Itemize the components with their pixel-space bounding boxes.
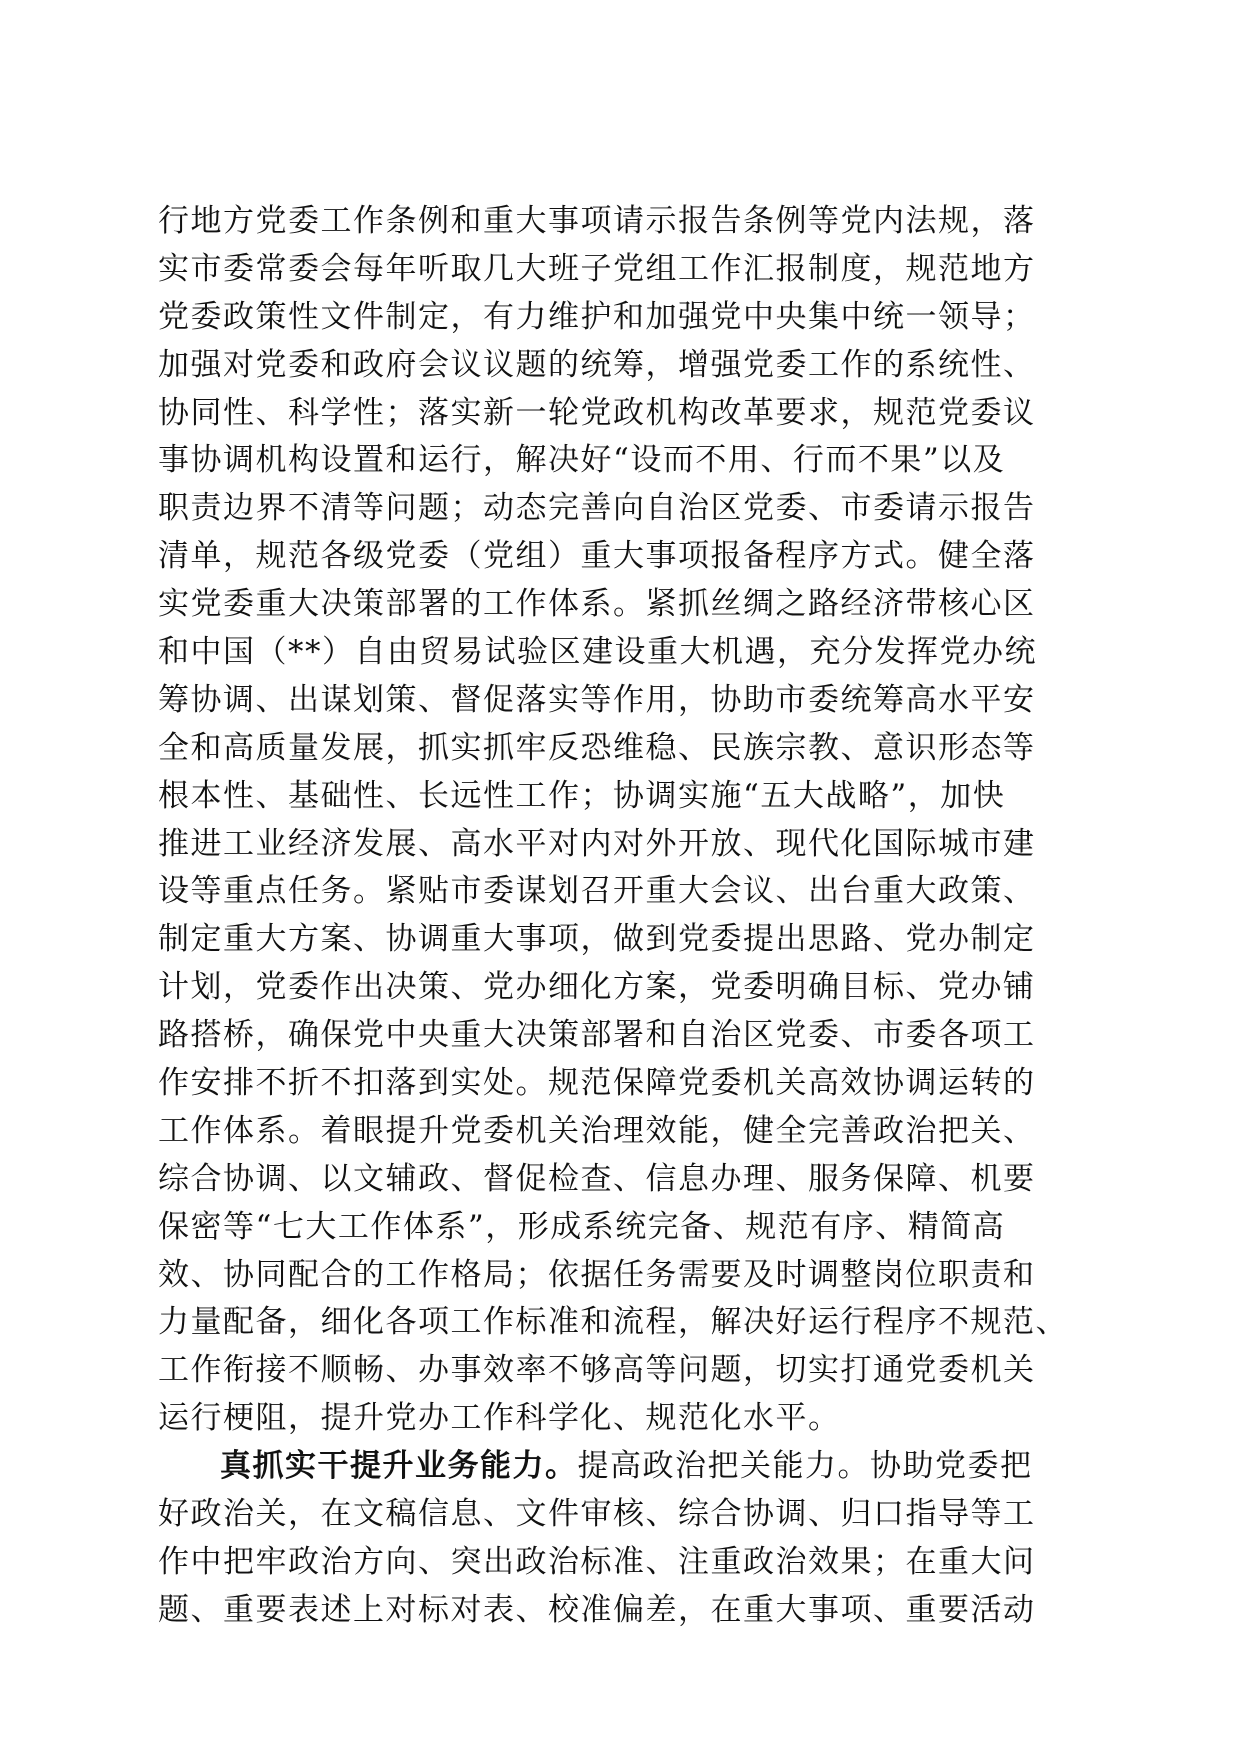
text-line: 效、协同配合的工作格局；依据任务需要及时调整岗位职责和 xyxy=(158,1256,1036,1293)
text-line: 保密等“七大工作体系”，形成系统完备、规范有序、精简高 xyxy=(158,1208,1006,1245)
text-line: 和中国（**）自由贸易试验区建设重大机遇，充分发挥党办统 xyxy=(158,634,1037,671)
text-line: 运行梗阻，提升党办工作科学化、规范化水平。 xyxy=(158,1400,841,1437)
text-line: 实市委常委会每年听取几大班子党组工作汇报制度，规范地方 xyxy=(158,250,1036,287)
text-line: 路搭桥，确保党中央重大决策部署和自治区党委、市委各项工 xyxy=(158,1017,1036,1054)
text-line: 好政治关，在文稿信息、文件审核、综合协调、归口指导等工 xyxy=(158,1496,1036,1533)
text-line: 工作衔接不顺畅、办事效率不够高等问题，切实打通党委机关 xyxy=(158,1352,1036,1389)
text-line: 推进工业经济发展、高水平对内对外开放、现代化国际城市建 xyxy=(158,825,1036,862)
text-line: 力量配备，细化各项工作标准和流程，解决好运行程序不规范、 xyxy=(158,1304,1068,1341)
text-line: 职责边界不清等问题；动态完善向自治区党委、市委请示报告 xyxy=(158,490,1036,527)
paragraph-first-line xyxy=(158,1443,1088,1491)
paragraph-heading: 真抓实干提升业务能力。 xyxy=(220,1448,578,1485)
text-line: 实党委重大决策部署的工作体系。紧抓丝绸之路经济带核心区 xyxy=(158,586,1036,623)
text-line: 制定重大方案、协调重大事项，做到党委提出思路、党办制定 xyxy=(158,921,1036,958)
text-line: 行地方党委工作条例和重大事项请示报告条例等党内法规，落 xyxy=(158,203,1036,239)
text-line: 根本性、基础性、长远性工作；协调实施“五大战略”，加快 xyxy=(158,777,1006,814)
text-line: 工作体系。着眼提升党委机关治理效能，健全完善政治把关、 xyxy=(158,1112,1036,1149)
text-line: 党委政策性文件制定，有力维护和加强党中央集中统一领导； xyxy=(158,298,1036,335)
text-line: 计划，党委作出决策、党办细化方案，党委明确目标、党办铺 xyxy=(158,969,1036,1006)
body-text xyxy=(158,198,1088,1635)
text-line: 全和高质量发展，抓实抓牢反恐维稳、民族宗教、意识形态等 xyxy=(158,729,1036,766)
text-line: 加强对党委和政府会议议题的统筹，增强党委工作的系统性、 xyxy=(158,346,1036,383)
text-line: 作安排不折不扣落到实处。规范保障党委机关高效协调运转的 xyxy=(158,1065,1036,1102)
text-line: 综合协调、以文辅政、督促检查、信息办理、服务保障、机要 xyxy=(158,1160,1036,1197)
text-line: 作中把牢政治方向、突出政治标准、注重政治效果；在重大问 xyxy=(158,1543,1036,1580)
text-line: 清单，规范各级党委（党组）重大事项报备程序方式。健全落 xyxy=(158,538,1036,575)
paragraph-text: 提高政治把关能力。协助党委把 xyxy=(577,1448,1033,1485)
text-line: 筹协调、出谋划策、督促落实等作用，协助市委统筹高水平安 xyxy=(158,681,1036,718)
text-line: 事协调机构设置和运行，解决好“设而不用、行而不果”以及 xyxy=(158,442,1006,479)
text-line: 协同性、科学性；落实新一轮党政机构改革要求，规范党委议 xyxy=(158,394,1036,431)
text-line: 题、重要表述上对标对表、校准偏差，在重大事项、重要活动 xyxy=(158,1591,1036,1628)
text-line: 设等重点任务。紧贴市委谋划召开重大会议、出台重大政策、 xyxy=(158,873,1036,910)
